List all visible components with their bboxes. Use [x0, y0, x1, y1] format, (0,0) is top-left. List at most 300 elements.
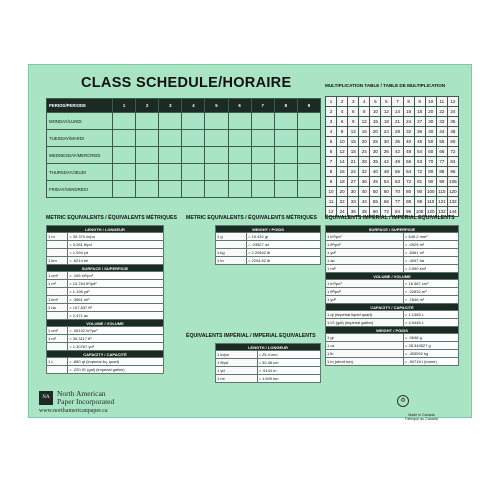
equivalent-unit: 1 mi: [216, 375, 258, 383]
section-header-row: [216, 344, 321, 351]
schedule-cell[interactable]: [274, 147, 297, 164]
equivalent-row: [47, 296, 164, 304]
equivalent-value: = .90718 t (tonne): [404, 358, 459, 366]
multiplication-cell: 44: [359, 197, 370, 207]
multiplication-cell: 35: [392, 137, 403, 147]
multiplication-cell: 84: [392, 207, 403, 217]
multiplication-cell: 36: [359, 177, 370, 187]
multiplication-cell: 132: [447, 197, 458, 207]
period-number: 4: [182, 99, 205, 113]
multiplication-cell: 20: [370, 127, 381, 137]
equivalent-row: [326, 288, 459, 296]
equivalent-unit: 1 tn: [216, 257, 247, 265]
brand-line2: Paper Incorporated: [57, 397, 115, 406]
equivalent-row: [326, 241, 459, 249]
equivalent-value: = 2.471 ac: [68, 312, 164, 320]
schedule-cell[interactable]: [136, 147, 159, 164]
multiplication-cell: 120: [425, 207, 436, 217]
multiplication-cell: 88: [403, 197, 414, 207]
multiplication-cell: 10: [425, 97, 436, 107]
schedule-cell[interactable]: [228, 130, 251, 147]
multiplication-cell: 49: [392, 157, 403, 167]
section-header-row: [47, 351, 164, 358]
multiplication-cell: 88: [436, 167, 447, 177]
multiplication-row: [326, 197, 459, 207]
schedule-cell[interactable]: [251, 130, 274, 147]
equivalent-value: = .9144 m: [257, 367, 320, 375]
schedule-cell[interactable]: [136, 164, 159, 181]
multiplication-cell: 66: [381, 197, 392, 207]
imperial1-table: [215, 343, 321, 383]
equivalent-row: [47, 272, 164, 280]
multiplication-cell: 55: [436, 137, 447, 147]
schedule-cell[interactable]: [205, 147, 228, 164]
multiplication-cell: 22: [436, 107, 447, 117]
equivalent-value: = 1.196 yd²: [68, 288, 164, 296]
multiplication-cell: 56: [403, 157, 414, 167]
equivalent-row: [47, 312, 164, 320]
section-header-row: [326, 327, 459, 334]
schedule-cell[interactable]: [228, 181, 251, 198]
schedule-cell[interactable]: [136, 181, 159, 198]
multiplication-cell: 54: [414, 147, 425, 157]
multiplication-row: [326, 137, 459, 147]
equivalent-row: [216, 233, 321, 241]
schedule-cell[interactable]: [136, 130, 159, 147]
multiplication-cell: 70: [392, 187, 403, 197]
multiplication-cell: 132: [436, 207, 447, 217]
schedule-cell[interactable]: [205, 113, 228, 130]
equivalent-row: [216, 359, 321, 367]
equivalent-value: = .03527 oz: [247, 241, 321, 249]
equivalent-row: [47, 358, 164, 366]
multiplication-cell: 100: [425, 187, 436, 197]
multiplication-cell: 24: [359, 147, 370, 157]
equivalent-unit: 1 qt (imperial liquid quart): [326, 311, 404, 319]
equivalent-unit: [216, 241, 247, 249]
multiplication-cell: 24: [348, 167, 359, 177]
equivalent-value: = .7646 m³: [404, 296, 459, 304]
equivalent-unit: 1 km²: [47, 296, 68, 304]
schedule-cell[interactable]: [251, 147, 274, 164]
multiplication-cell: 18: [348, 147, 359, 157]
schedule-cell[interactable]: [297, 181, 320, 198]
imperial2-table: [325, 225, 459, 366]
schedule-card: [28, 64, 472, 421]
multiplication-cell: 8: [359, 107, 370, 117]
equivalent-unit: 1 ha: [47, 304, 68, 312]
equivalent-unit: 1 in/po: [216, 351, 258, 359]
multiplication-cell: 14: [392, 107, 403, 117]
multiplication-cell: 6: [337, 117, 348, 127]
period-number: 6: [228, 99, 251, 113]
multiplication-cell: 28: [392, 127, 403, 137]
period-number: 7: [251, 99, 274, 113]
schedule-cell[interactable]: [182, 147, 205, 164]
schedule-cell[interactable]: [159, 130, 182, 147]
schedule-cell[interactable]: [274, 130, 297, 147]
multiplication-row: [326, 157, 459, 167]
day-label: THURSDAY/JEUDI: [47, 164, 113, 181]
section-header: SURFACE / SUPERFICIE: [326, 226, 459, 233]
multiplication-cell: 32: [359, 167, 370, 177]
equivalent-unit: 1 oz: [326, 342, 404, 350]
multiplication-cell: 55: [370, 197, 381, 207]
multiplication-cell: 24: [403, 117, 414, 127]
multiplication-cell: 48: [403, 147, 414, 157]
schedule-cell[interactable]: [228, 113, 251, 130]
multiplication-row: [326, 167, 459, 177]
made-line1: Made in Canada: [408, 413, 435, 417]
brand-logo: NA: [39, 391, 53, 405]
multiplication-row: [326, 177, 459, 187]
multiplication-cell: 27: [348, 177, 359, 187]
multiplication-cell: 36: [447, 117, 458, 127]
multiplication-row: [326, 97, 459, 107]
schedule-row: [47, 130, 321, 147]
schedule-cell[interactable]: [251, 113, 274, 130]
equivalent-row: [216, 249, 321, 257]
multiplication-cell: 24: [337, 207, 348, 217]
equivalent-unit: 1 ft/pd: [216, 359, 258, 367]
schedule-cell[interactable]: [182, 181, 205, 198]
schedule-cell[interactable]: [182, 164, 205, 181]
multiplication-cell: 60: [370, 207, 381, 217]
schedule-cell[interactable]: [113, 181, 136, 198]
multiplication-cell: 9: [326, 177, 337, 187]
equivalent-unit: 1 m: [47, 233, 68, 241]
section-header: VOLUME / VOLUME: [47, 320, 164, 327]
multiplication-cell: 40: [359, 187, 370, 197]
equivalent-row: [47, 343, 164, 351]
multiplication-row: [326, 107, 459, 117]
period-number: 2: [136, 99, 159, 113]
brand-url: www.northamericanpaper.ca: [39, 408, 108, 414]
multiplication-cell: 21: [392, 117, 403, 127]
equivalent-unit: [47, 366, 68, 374]
multiplication-cell: 120: [447, 187, 458, 197]
schedule-table: [46, 98, 321, 198]
multiplication-row: [326, 117, 459, 127]
equivalent-value: = 1.609 km: [257, 375, 320, 383]
multiplication-cell: 54: [381, 177, 392, 187]
schedule-cell[interactable]: [159, 113, 182, 130]
multiplication-cell: 18: [414, 107, 425, 117]
period-header: PERIOD/PERIODE: [47, 99, 113, 113]
equivalent-unit: 1 km: [47, 257, 68, 265]
equivalent-unit: 1 tn (short ton): [326, 358, 404, 366]
equivalent-row: [326, 296, 459, 304]
multiplication-cell: 108: [414, 207, 425, 217]
multiplication-cell: 36: [381, 147, 392, 157]
equivalent-value: = 4.5446 L: [404, 319, 459, 327]
multiplication-cell: 27: [414, 117, 425, 127]
made-line2: Fabriqué au Canada: [405, 417, 438, 421]
multiplication-cell: 12: [326, 207, 337, 217]
equivalent-row: [216, 367, 321, 375]
multiplication-cell: 18: [381, 117, 392, 127]
multiplication-cell: 20: [425, 107, 436, 117]
schedule-cell[interactable]: [297, 147, 320, 164]
schedule-cell[interactable]: [205, 181, 228, 198]
equivalent-value: = 2204.62 lb: [247, 257, 321, 265]
multiplication-cell: 56: [392, 167, 403, 177]
equivalent-value: = 1.30767 yd³: [68, 343, 164, 351]
metric1-table: [46, 225, 164, 374]
equivalent-value: = 35.3117 ft³: [68, 335, 164, 343]
multiplication-cell: 80: [425, 167, 436, 177]
equivalent-value: = .06102 in³/po³: [68, 327, 164, 335]
period-number: 3: [159, 99, 182, 113]
schedule-cell[interactable]: [182, 130, 205, 147]
schedule-cell[interactable]: [274, 181, 297, 198]
multiplication-cell: 25: [370, 137, 381, 147]
equivalent-value: = 2.20462 lb: [247, 249, 321, 257]
equivalent-unit: 1 ft²/pd²: [326, 241, 404, 249]
multiplication-title: MULTIPLICATION TABLE / TABLE DE MULTIPLICATION: [325, 83, 446, 88]
equivalent-row: [47, 288, 164, 296]
equivalent-unit: 1 in²/po²: [326, 233, 404, 241]
multiplication-cell: 12: [359, 117, 370, 127]
period-number: 8: [274, 99, 297, 113]
equivalent-row: [216, 241, 321, 249]
equivalent-row: [326, 233, 459, 241]
multiplication-cell: 15: [370, 117, 381, 127]
multiplication-cell: 6: [381, 97, 392, 107]
multiplication-cell: 110: [425, 197, 436, 207]
schedule-cell[interactable]: [297, 113, 320, 130]
multiplication-cell: 50: [370, 187, 381, 197]
section-header-row: [47, 226, 164, 233]
multiplication-cell: 96: [447, 167, 458, 177]
schedule-cell[interactable]: [159, 181, 182, 198]
multiplication-cell: 3: [348, 97, 359, 107]
equivalent-value: = .453592 kg: [404, 350, 459, 358]
section-header: LENGTH / LONGEUR: [216, 344, 321, 351]
equivalent-row: [326, 249, 459, 257]
schedule-header-row: [47, 99, 321, 113]
multiplication-cell: 63: [392, 177, 403, 187]
multiplication-cell: 60: [381, 187, 392, 197]
equivalent-row: [216, 351, 321, 359]
multiplication-cell: 33: [348, 197, 359, 207]
multiplication-cell: 4: [337, 107, 348, 117]
schedule-cell[interactable]: [136, 113, 159, 130]
equivalent-value: = 39.370 in/po: [68, 233, 164, 241]
multiplication-cell: 66: [436, 147, 447, 157]
equivalent-row: [47, 280, 164, 288]
day-label: TUESDAY/MARDI: [47, 130, 113, 147]
equivalent-row: [326, 280, 459, 288]
section-header-row: [326, 273, 459, 280]
multiplication-cell: 80: [403, 187, 414, 197]
equivalent-row: [47, 249, 164, 257]
equivalent-unit: 1 cm³: [47, 327, 68, 335]
schedule-cell[interactable]: [251, 164, 274, 181]
schedule-cell[interactable]: [205, 164, 228, 181]
equivalent-value: = .0648 g: [404, 334, 459, 342]
multiplication-cell: 45: [370, 177, 381, 187]
equivalent-value: = 15.432 gr: [247, 233, 321, 241]
multiplication-cell: 8: [326, 167, 337, 177]
multiplication-cell: 21: [348, 157, 359, 167]
multiplication-cell: 108: [447, 177, 458, 187]
page-title: CLASS SCHEDULE/HORAIRE: [81, 75, 292, 91]
schedule-cell[interactable]: [297, 164, 320, 181]
equivalent-row: [47, 233, 164, 241]
schedule-cell[interactable]: [159, 147, 182, 164]
equivalent-value: = 107,637 ft²: [68, 304, 164, 312]
multiplication-cell: 84: [447, 157, 458, 167]
multiplication-cell: 5: [370, 97, 381, 107]
multiplication-cell: 6: [348, 107, 359, 117]
schedule-cell[interactable]: [251, 181, 274, 198]
equivalent-unit: 1 in³/po³: [326, 280, 404, 288]
schedule-cell[interactable]: [228, 164, 251, 181]
equivalent-unit: 1 gr: [326, 334, 404, 342]
equivalent-value: = 30.48 cm: [257, 359, 320, 367]
multiplication-cell: 72: [403, 177, 414, 187]
multiplication-cell: 6: [326, 147, 337, 157]
multiplication-cell: 12: [447, 97, 458, 107]
multiplication-cell: 16: [337, 167, 348, 177]
metric2-table: [215, 225, 321, 265]
multiplication-cell: 12: [337, 147, 348, 157]
equivalent-value: = .880 qt (imperial liq. quart): [68, 358, 164, 366]
equivalent-unit: [47, 241, 68, 249]
multiplication-cell: 77: [392, 197, 403, 207]
equivalent-row: [326, 311, 459, 319]
equivalent-row: [326, 350, 459, 358]
multiplication-cell: 12: [381, 107, 392, 117]
metric1-title: METRIC EQUIVALENTS / ÉQUIVALENTS MÉTRIQUES: [46, 215, 177, 221]
equivalent-row: [47, 366, 164, 374]
section-header: VOLUME / VOLUME: [326, 273, 459, 280]
multiplication-cell: 42: [392, 147, 403, 157]
multiplication-cell: 30: [348, 187, 359, 197]
multiplication-cell: 32: [403, 127, 414, 137]
multiplication-cell: 64: [403, 167, 414, 177]
multiplication-cell: 48: [381, 167, 392, 177]
schedule-cell[interactable]: [159, 164, 182, 181]
schedule-cell[interactable]: [228, 147, 251, 164]
schedule-cell[interactable]: [182, 113, 205, 130]
equivalent-value: = .0929 m²: [404, 241, 459, 249]
equivalent-unit: 1 lb: [326, 350, 404, 358]
equivalent-value: = 1.1365 L: [404, 311, 459, 319]
multiplication-cell: 33: [436, 117, 447, 127]
equivalent-value: = 2.590 km²: [404, 265, 459, 273]
multiplication-cell: 144: [447, 207, 458, 217]
multiplication-cell: 42: [381, 157, 392, 167]
section-header: CAPACITY / CAPACITÉ: [326, 304, 459, 311]
equivalent-row: [216, 375, 321, 383]
multiplication-cell: 10: [326, 187, 337, 197]
multiplication-cell: 4: [326, 127, 337, 137]
equivalent-value: = .6214 mi: [68, 257, 164, 265]
equivalent-row: [326, 342, 459, 350]
multiplication-cell: 72: [381, 207, 392, 217]
brand-name: [57, 390, 114, 406]
multiplication-cell: 20: [337, 187, 348, 197]
equivalent-unit: 1 yd: [216, 367, 258, 375]
equivalent-value: = .155 in²/po²: [68, 272, 164, 280]
equivalent-unit: [47, 249, 68, 257]
schedule-cell[interactable]: [205, 130, 228, 147]
multiplication-cell: 24: [381, 127, 392, 137]
schedule-cell[interactable]: [274, 164, 297, 181]
equivalent-unit: [47, 288, 68, 296]
equivalent-value: = .220 IG (gal) (imperial gallon): [68, 366, 164, 374]
equivalent-value: = 25.4 mm: [257, 351, 320, 359]
multiplication-cell: 48: [359, 207, 370, 217]
schedule-cell[interactable]: [297, 130, 320, 147]
equivalent-unit: [47, 343, 68, 351]
schedule-cell[interactable]: [113, 113, 136, 130]
section-header: CAPACITY / CAPACITÉ: [47, 351, 164, 358]
multiplication-cell: 30: [381, 137, 392, 147]
multiplication-cell: 110: [436, 187, 447, 197]
equivalent-unit: 1 kg: [216, 249, 247, 257]
multiplication-cell: 9: [414, 97, 425, 107]
multiplication-cell: 22: [337, 197, 348, 207]
equivalent-unit: 1 IG (gal) (imperial gallon): [326, 319, 404, 327]
multiplication-cell: 90: [425, 177, 436, 187]
multiplication-cell: 36: [414, 127, 425, 137]
multiplication-cell: 10: [337, 137, 348, 147]
equivalent-row: [216, 257, 321, 265]
multiplication-cell: 1: [326, 97, 337, 107]
multiplication-cell: 20: [359, 137, 370, 147]
equivalent-unit: 1 m³: [47, 335, 68, 343]
multiplication-cell: 99: [436, 177, 447, 187]
multiplication-cell: 72: [414, 167, 425, 177]
equivalent-unit: 1 yd³: [326, 296, 404, 304]
schedule-cell[interactable]: [113, 164, 136, 181]
multiplication-cell: 50: [425, 137, 436, 147]
equivalent-row: [47, 335, 164, 343]
schedule-row: [47, 147, 321, 164]
equivalent-unit: 1 yd²: [326, 249, 404, 257]
multiplication-cell: 72: [447, 147, 458, 157]
multiplication-cell: 4: [359, 97, 370, 107]
multiplication-cell: 8: [337, 127, 348, 137]
section-header-row: [326, 226, 459, 233]
schedule-cell[interactable]: [274, 113, 297, 130]
multiplication-cell: 28: [359, 157, 370, 167]
equivalent-row: [47, 327, 164, 335]
schedule-cell[interactable]: [113, 130, 136, 147]
multiplication-row: [326, 187, 459, 197]
equivalent-row: [326, 319, 459, 327]
multiplication-cell: 16: [359, 127, 370, 137]
equivalent-value: = 28.349527 g: [404, 342, 459, 350]
schedule-row: [47, 164, 321, 181]
multiplication-cell: 35: [370, 157, 381, 167]
section-header-row: [216, 226, 321, 233]
multiplication-cell: 2: [337, 97, 348, 107]
equivalent-unit: 1 g: [216, 233, 247, 241]
multiplication-cell: 24: [447, 107, 458, 117]
day-label: FRIDAY/VENDREDI: [47, 181, 113, 198]
made-in-canada: [405, 413, 438, 421]
schedule-cell[interactable]: [113, 147, 136, 164]
imperial2-title: ÉQUIVALENTS IMPÉRIAL / IMPERIAL EQUIVALENTS: [325, 215, 455, 221]
equivalent-value: = 1.094 yd: [68, 249, 164, 257]
multiplication-cell: 36: [348, 207, 359, 217]
multiplication-cell: 11: [436, 97, 447, 107]
equivalent-unit: 1 mi²: [326, 265, 404, 273]
